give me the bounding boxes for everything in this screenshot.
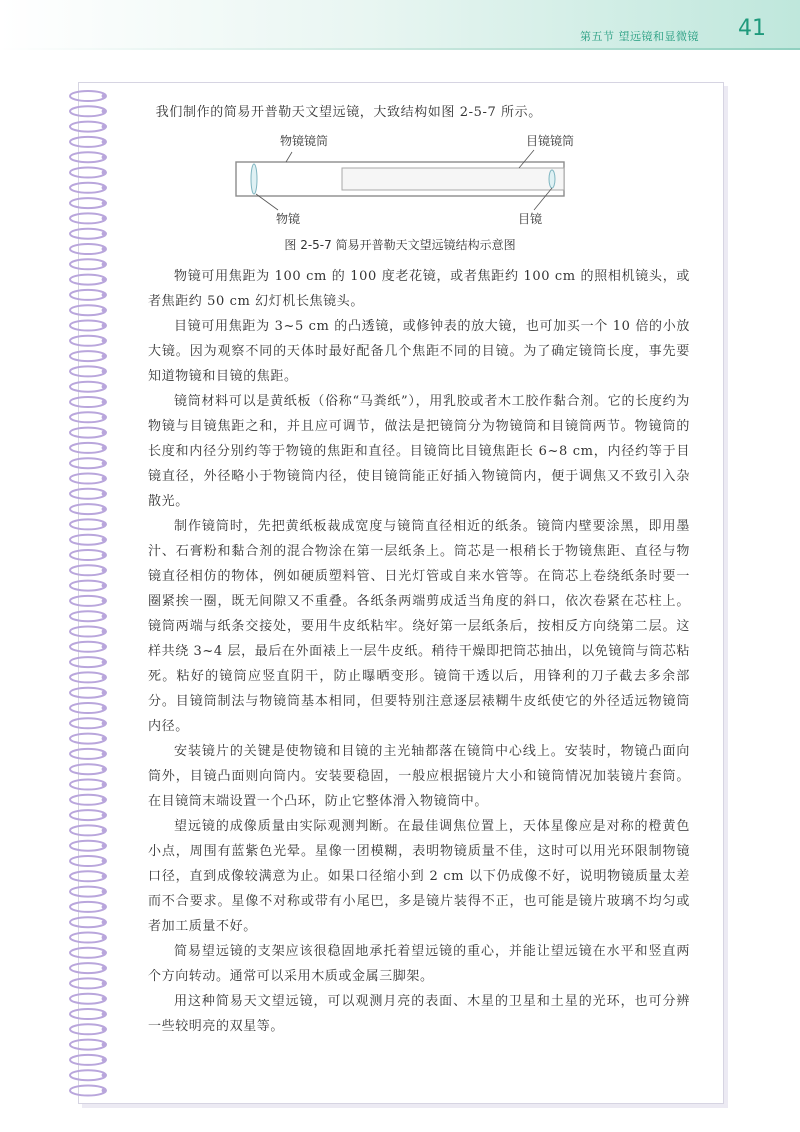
spiral-ring	[70, 795, 106, 805]
spiral-hole	[102, 583, 107, 588]
spiral-ring	[70, 780, 106, 790]
paragraph: 物镜可用焦距为 100 cm 的 100 度老花镜，或者焦距约 100 cm 的照相机镜头，或者焦距约 50 cm 幻灯机长焦镜头。	[148, 269, 690, 309]
spiral-hole	[102, 614, 107, 619]
paragraph: 镜筒材料可以是黄纸板（俗称“马粪纸”），用乳胶或者木工胶作黏合剂。它的长度约为物镜与目镜焦距之和，并且应可调节，做法是把镜筒分为物镜筒和目镜筒两节。物镜筒的长度和内径分别约等于物镜的焦距和直径。目镜筒比目镜焦距长 6~8 cm，内径约等于目镜直径，外径略小于物镜筒内径，使目镜筒能正好插入物镜筒内，便于调焦又不致引入杂散光。	[148, 394, 690, 509]
spiral-hole	[102, 323, 107, 328]
spiral-ring	[70, 91, 106, 101]
label-objective-tube: 物镜镜筒	[280, 134, 329, 148]
spiral-ring	[70, 152, 106, 162]
spiral-hole	[102, 889, 107, 894]
spiral-hole	[102, 369, 107, 374]
spiral-ring	[70, 122, 106, 132]
spiral-hole	[102, 155, 107, 160]
spiral-hole	[102, 338, 107, 343]
spiral-ring	[70, 550, 106, 560]
spiral-hole	[102, 109, 107, 114]
spiral-ring	[70, 825, 106, 835]
spiral-hole	[102, 277, 107, 282]
spiral-hole	[102, 384, 107, 389]
spiral-hole	[102, 185, 107, 190]
spiral-hole	[102, 170, 107, 175]
spiral-ring	[70, 106, 106, 116]
spiral-hole	[102, 522, 107, 527]
spiral-ring	[70, 749, 106, 759]
spiral-hole	[102, 660, 107, 665]
paragraph: 简易望远镜的支架应该很稳固地承托着望远镜的重心，并能让望远镜在水平和竖直两个方向转动。通常可以采用木质或金属三脚架。	[148, 944, 690, 984]
spiral-ring	[70, 611, 106, 621]
spiral-ring	[70, 443, 106, 453]
spiral-ring	[70, 137, 106, 147]
spiral-ring	[70, 397, 106, 407]
spiral-hole	[102, 491, 107, 496]
spiral-ring	[70, 688, 106, 698]
spiral-hole	[102, 293, 107, 298]
spiral-hole	[102, 797, 107, 802]
spiral-hole	[102, 354, 107, 359]
spiral-hole	[102, 706, 107, 711]
spiral-ring	[70, 672, 106, 682]
spiral-ring	[70, 764, 106, 774]
label-objective: 物镜	[276, 212, 301, 226]
paragraph: 望远镜的成像质量由实际观测判断。在最佳调焦位置上，天体星像应是对称的橙黄色小点，周围有蓝紫色光晕。星像一团模糊，表明物镜质量不佳，这时可以用光环限制物镜口径，直到成像较满意为止。如果口径缩小到 2 cm 以下仍成像不好，说明物镜质量太差而不合要求。星像不对称或带有小尾巴，多是镜片装得不正，也可能是镜片玻璃不均匀或者加工质量不好。	[148, 819, 690, 934]
spiral-ring	[70, 504, 106, 514]
paragraph: 安装镜片的关键是使物镜和目镜的主光轴都落在镜筒中心线上。安装时，物镜凸面向筒外，目镜凸面则向筒内。安装要稳固，一般应根据镜片大小和镜筒情况加装镜片套筒。在目镜筒末端设置一个凸环，防止它整体滑入物镜筒中。	[148, 744, 690, 809]
spiral-hole	[102, 1042, 107, 1047]
spiral-hole	[102, 690, 107, 695]
spiral-hole	[102, 308, 107, 313]
spiral-hole	[102, 859, 107, 864]
spiral-hole	[102, 446, 107, 451]
spiral-ring	[70, 841, 106, 851]
spiral-ring	[70, 994, 106, 1004]
spiral-hole	[102, 920, 107, 925]
spiral-hole	[102, 461, 107, 466]
spiral-ring	[70, 305, 106, 315]
spiral-ring	[70, 565, 106, 575]
spiral-hole	[102, 1027, 107, 1032]
spiral-hole	[102, 874, 107, 879]
spiral-hole	[102, 767, 107, 772]
spiral-hole	[102, 782, 107, 787]
spiral-hole	[102, 94, 107, 99]
spiral-hole	[102, 140, 107, 145]
spiral-ring	[70, 321, 106, 331]
spiral-ring	[70, 581, 106, 591]
spiral-hole	[102, 1058, 107, 1063]
spiral-hole	[102, 262, 107, 267]
spiral-ring	[70, 1070, 106, 1080]
spiral-ring	[70, 535, 106, 545]
spiral-hole	[102, 568, 107, 573]
spiral-ring	[70, 657, 106, 667]
spiral-hole	[102, 905, 107, 910]
spiral-ring	[70, 168, 106, 178]
page-number: 41	[738, 16, 766, 41]
spiral-hole	[102, 828, 107, 833]
spiral-ring	[70, 856, 106, 866]
spiral-ring	[70, 382, 106, 392]
objective-lens-shape	[251, 164, 257, 194]
spiral-ring	[70, 902, 106, 912]
spiral-ring	[70, 917, 106, 927]
paragraph: 制作镜筒时，先把黄纸板裁成宽度与镜筒直径相近的纸条。镜筒内壁要涂黑，即用墨汁、石膏粉和黏合剂的混合物涂在第一层纸条上。筒芯是一根稍长于物镜焦距、直径与物镜直径相仿的物体，例如硬质塑料管、日光灯管或自来水管等。在筒芯上卷绕纸条时要一圈紧挨一圈，既无间隙又不重叠。各纸条两端剪成适当角度的斜口，依次卷紧在芯柱上。镜筒两端与纸条交接处，要用牛皮纸粘牢。绕好第一层纸条后，按相反方向绕第二层。这样共绕 3~4 层，最后在外面裱上一层牛皮纸。稍待干燥即把筒芯抽出，以免镜筒与筒芯粘死。粘好的镜筒应竖直阴干，防止曝晒变形。镜筒干透以后，用锋利的刀子截去多余部分。目镜筒制法与物镜筒基本相同，但要特别注意逐层裱糊牛皮纸使它的外径适远物镜筒内径。	[148, 519, 690, 734]
paragraph: 用这种简易天文望远镜，可以观测月亮的表面、木星的卫星和土星的光环，也可分辨一些较明亮的双星等。	[148, 994, 690, 1034]
spiral-hole	[102, 1073, 107, 1078]
spiral-ring	[70, 351, 106, 361]
spiral-hole	[102, 430, 107, 435]
spiral-hole	[102, 981, 107, 986]
spiral-ring	[70, 596, 106, 606]
section-title: 第五节 望远镜和显微镜	[580, 30, 699, 43]
spiral-ring	[70, 810, 106, 820]
spiral-hole	[102, 752, 107, 757]
spiral-hole	[102, 201, 107, 206]
spiral-ring	[70, 275, 106, 285]
spiral-hole	[102, 721, 107, 726]
label-eyepiece: 目镜	[518, 212, 543, 226]
spiral-ring	[70, 336, 106, 346]
spiral-ring	[70, 458, 106, 468]
telescope-diagram	[234, 132, 574, 232]
spiral-ring	[70, 963, 106, 973]
spiral-ring	[70, 519, 106, 529]
spiral-ring	[70, 1055, 106, 1065]
spiral-ring	[70, 259, 106, 269]
spiral-ring	[70, 213, 106, 223]
spiral-ring	[70, 412, 106, 422]
spiral-ring	[70, 627, 106, 637]
spiral-ring	[70, 474, 106, 484]
spiral-hole	[102, 813, 107, 818]
spiral-hole	[102, 644, 107, 649]
spiral-ring	[70, 734, 106, 744]
header-rule	[0, 48, 800, 50]
spiral-ring	[70, 642, 106, 652]
spiral-hole	[102, 629, 107, 634]
spiral-ring	[70, 366, 106, 376]
spiral-hole	[102, 966, 107, 971]
eyepiece-lens-shape	[549, 170, 555, 188]
spiral-ring	[70, 933, 106, 943]
spiral-hole	[102, 736, 107, 741]
spiral-ring	[70, 1024, 106, 1034]
spiral-ring	[70, 703, 106, 713]
spiral-hole	[102, 400, 107, 405]
spiral-hole	[102, 843, 107, 848]
spiral-hole	[102, 996, 107, 1001]
spiral-ring	[70, 978, 106, 988]
spiral-hole	[102, 675, 107, 680]
spiral-hole	[102, 599, 107, 604]
spiral-ring	[70, 1040, 106, 1050]
spiral-ring	[70, 871, 106, 881]
spiral-ring	[70, 183, 106, 193]
spiral-ring	[70, 948, 106, 958]
figure-caption: 图 2-5-7 简易开普勒天文望远镜结构示意图	[284, 238, 516, 252]
spiral-hole	[102, 537, 107, 542]
spiral-hole	[102, 216, 107, 221]
body-text	[148, 264, 690, 1039]
spiral-hole	[102, 415, 107, 420]
intro-text: 我们制作的简易开普勒天文望远镜，大致结构如图 2-5-7 所示。	[155, 105, 542, 120]
spiral-hole	[102, 1012, 107, 1017]
spiral-ring	[70, 198, 106, 208]
spiral-ring	[70, 489, 106, 499]
spiral-hole	[102, 507, 107, 512]
eyepiece-tube-shape	[342, 168, 564, 190]
label-eyepiece-tube: 目镜镜筒	[526, 134, 575, 148]
paragraph: 目镜可用焦距为 3~5 cm 的凸透镜，或修钟表的放大镜，也可加买一个 10 倍的小放大镜。因为观察不同的天体时最好配备几个焦距不同的目镜。为了确定镜筒长度，事先要知道物镜和目镜的焦距。	[148, 319, 690, 384]
spiral-hole	[102, 476, 107, 481]
spiral-hole	[102, 553, 107, 558]
spiral-hole	[102, 935, 107, 940]
spiral-ring	[70, 1086, 106, 1096]
spiral-ring	[70, 718, 106, 728]
spiral-ring	[70, 290, 106, 300]
spiral-ring	[70, 887, 106, 897]
spiral-ring	[70, 1009, 106, 1019]
spiral-hole	[102, 124, 107, 129]
spiral-ring	[70, 428, 106, 438]
spiral-hole	[102, 950, 107, 955]
spiral-hole	[102, 1088, 107, 1093]
